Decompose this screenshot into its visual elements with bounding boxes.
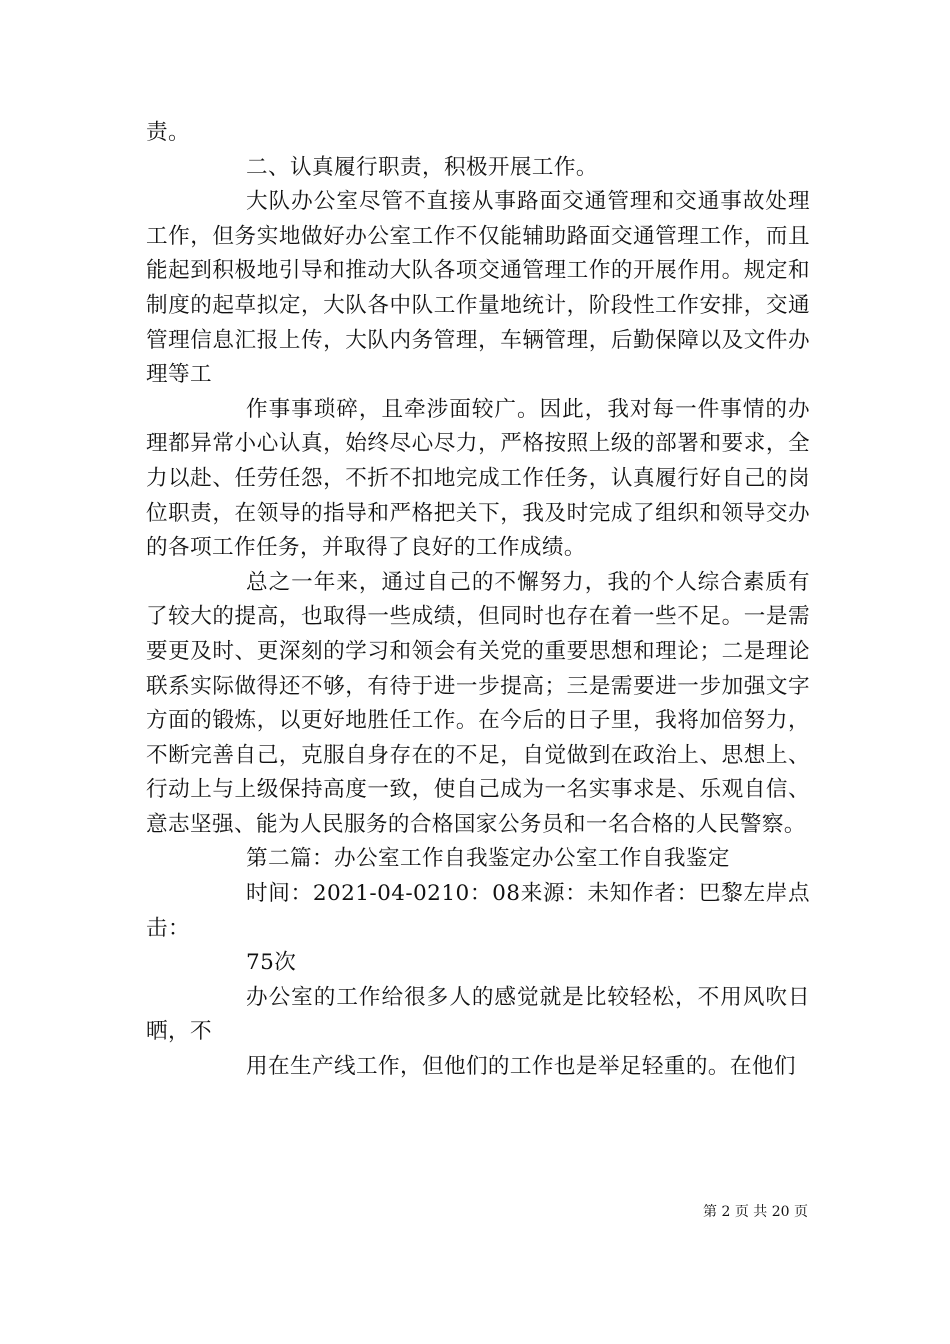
paragraph-0: 责。 (146, 120, 190, 145)
paragraph-office-continued: 用在生产线工作，但他们的工作也是举足轻重的。在他们 (246, 1054, 796, 1080)
article-title-part-two: 第二篇：办公室工作自我鉴定办公室工作自我鉴定 (246, 846, 730, 872)
paragraph-office-intro: 办公室的工作给很多人的感觉就是比较轻松，不用风吹日晒，不 (146, 984, 810, 1045)
article-click-count: 75次 (246, 950, 297, 976)
paragraph-summary: 总之一年来，通过自己的不懈努力，我的个人综合素质有了较大的提高，也取得一些成绩，但同时也存在着一些不足。一是需要更及时、更深刻的学习和领会有关党的重要思想和理论；二是理论联系实际做得还不够，有待于进一步提高；三是需要进一步加强文字方面的锻炼，以更好地胜任工作。在今后的日子里，我将加倍努力，不断完善自己，克服自身存在的不足，自觉做到在政治上、思想上、行动上与上级保持高度一致，使自己成为一名实事求是、乐观自信、意志坚强、能为人民服务的合格国家公务员和一名合格的人民警察。 (146, 569, 810, 837)
article-meta: 时间：2021-04-0210：08来源：未知作者：巴黎左岸点击： (146, 881, 810, 941)
paragraph-work-attitude: 作事事琐碎，且牵涉面较广。因此，我对每一件事情的办理都异常小心认真，始终尽心尽力，严格按照上级的部署和要求，全力以赴、任劳任怨，不折不扣地完成工作任务，认真履行好自己的岗位职责，在领导的指导和严格把关下，我及时完成了组织和领导交办的各项工作任务，并取得了良好的工作成绩。 (146, 396, 810, 561)
document-body (146, 116, 810, 1085)
paragraph-office-duties: 大队办公室尽管不直接从事路面交通管理和交通事故处理工作，但务实地做好办公室工作不仅能辅助路面交通管理工作，而且能起到积极地引导和推动大队各项交通管理工作的开展作用。规定和制度的起草拟定，大队各中队工作量地统计，阶段性工作安排，交通管理信息汇报上传，大队内务管理，车辆管理，后勤保障以及文件办理等工 (146, 189, 810, 388)
section-heading-2: 二、认真履行职责，积极开展工作。 (246, 154, 598, 180)
page-number: 第 2 页 共 20 页 (703, 1204, 808, 1220)
